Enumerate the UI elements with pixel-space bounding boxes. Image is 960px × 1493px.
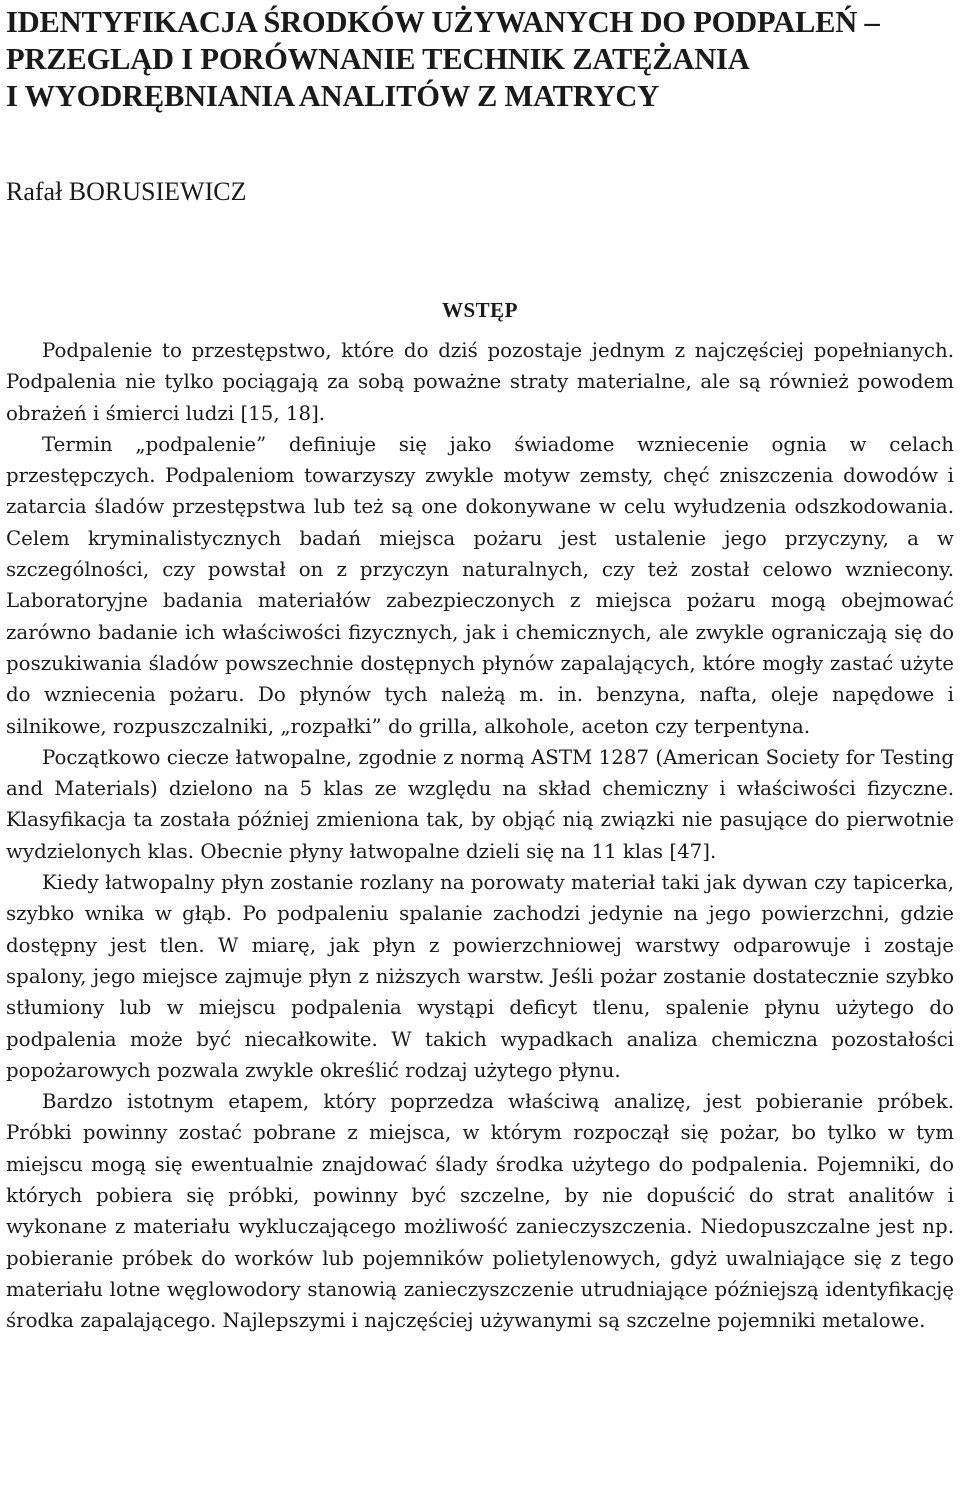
title-line: IDENTYFIKACJA ŚRODKÓW UŻYWANYCH DO PODPALEŃ – bbox=[6, 5, 880, 39]
paragraph-3: Początkowo ciecze łatwopalne, zgodnie z normą ASTM 1287 (American Society for Testing and Materials) dzielono na 5 klas ze względu na skład chemiczny i właściwości fizyczne. Klasyfikacja ta została później zmieniona tak, by objąć nią związki nie pasujące do pierwotnie wydzielonych klas. Obecnie płyny łatwopalne dzieli się na 11 klas [47]. bbox=[6, 745, 954, 863]
title-line: PRZEGLĄD I PORÓWNANIE TECHNIK ZATĘŻANIA bbox=[6, 42, 750, 76]
section-heading: WSTĘP bbox=[441, 298, 519, 322]
article-body bbox=[6, 335, 954, 1337]
paragraph-1: Podpalenie to przestępstwo, które do dziś pozostaje jednym z najczęściej popełnianych. Podpalenia nie tylko pociągają za sobą poważne straty materialne, ale są również powodem obrażeń i śmierci ludzi [15, 18]. bbox=[6, 339, 954, 425]
paragraph-2: Termin „podpalenie” definiuje się jako świadome wzniecenie ognia w celach przestępczych. Podpaleniom towarzyszy zwykle motyw zemsty, chęć zniszczenia dowodów i zatarcia śladów przestępstwa lub też są one dokonywane w celu wyłudzenia odszkodowania. Celem kryminalistycznych badań miejsca pożaru jest ustalenie jego przyczyny, a w szczególności, czy powstał on z przyczyn naturalnych, czy też został celowo wzniecony. Laboratoryjne badania materiałów zabezpieczonych z miejsca pożaru mogą obejmować zarówno badanie ich właściwości fizycznych, jak i chemicznych, ale zwykle ograniczają się do poszukiwania śladów powszechnie dostępnych płynów zapalających, które mogły zastać użyte do wzniecenia pożaru. Do płynów tych należą m. in. benzyna, nafta, oleje napędowe i silnikowe, rozpuszczalniki, „rozpałki” do grilla, alkohole, aceton czy terpentyna. bbox=[6, 432, 954, 738]
document-page bbox=[6, 0, 954, 1337]
author-name: Rafał BORUSIEWICZ bbox=[6, 177, 247, 206]
paragraph-4: Kiedy łatwopalny płyn zostanie rozlany na porowaty materiał taki jak dywan czy tapicerka, szybko wnika w głąb. Po podpaleniu spalanie zachodzi jedynie na jego powierzchni, gdzie dostępny jest tlen. W miarę, jak płyn z powierzchniowej warstwy odparowuje i zostaje spalony, jego miejsce zajmuje płyn z niższych warstw. Jeśli pożar zostanie dostatecznie szybko stłumiony lub w miejscu podpalenia wystąpi deficyt tlenu, spalenie płynu użytego do podpalenia może być niecałkowite. W takich wypadkach analiza chemiczna pozostałości popożarowych pozwala zwykle określić rodzaj użytego płynu. bbox=[6, 871, 954, 1082]
title-line: I WYODRĘBNIANIA ANALITÓW Z MATRYCY bbox=[6, 79, 660, 113]
paragraph-5: Bardzo istotnym etapem, który poprzedza właściwą analizę, jest pobieranie próbek. Próbki powinny zostać pobrane z miejsca, w którym rozpoczął się pożar, bo tylko w tym miejscu mogą się ewentualnie znajdować ślady środka użytego do podpalenia. Pojemniki, do których pobiera się próbki, powinny być szczelne, by nie dopuścić do strat analitów i wykonane z materiału wykluczającego możliwość zanieczyszczenia. Niedopuszczalne jest np. pobieranie próbek do worków lub pojemników polietylenowych, gdyż uwalniające się z tego materiału lotne węglowodory stanowią zanieczyszczenie utrudniające późniejszą identyfikację środka zapalającego. Najlepszymi i najczęściej używanymi są szczelne pojemniki metalowe. bbox=[6, 1090, 954, 1333]
article-title bbox=[6, 4, 954, 115]
